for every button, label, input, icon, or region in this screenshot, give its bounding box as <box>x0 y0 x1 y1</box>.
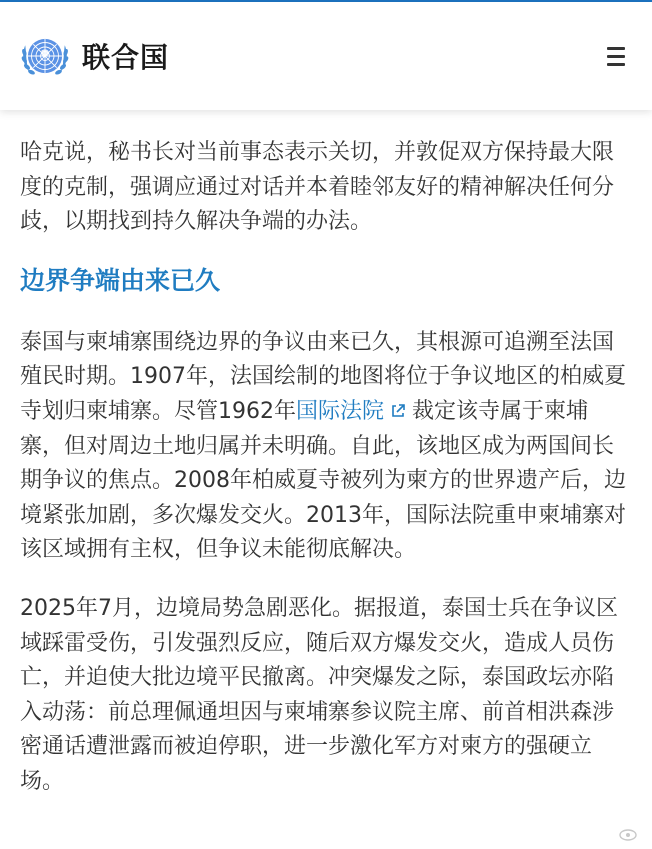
menu-line <box>607 55 625 58</box>
section-heading: 边界争端由来已久 <box>20 265 221 295</box>
hamburger-menu-icon[interactable] <box>602 42 630 70</box>
paragraph-1: 哈克说，秘书长对当前事态表示关切，并敦促双方保持最大限度的克制，强调应通过对话并本着睦邻友好的精神解决任何分歧，以期找到持久解决争端的办法。 <box>20 140 615 235</box>
un-emblem-icon <box>18 29 72 83</box>
watermark-logo-icon <box>618 829 638 841</box>
external-link-icon <box>390 403 406 419</box>
menu-line <box>607 63 625 66</box>
paragraph-2-text-a: 泰国与柬埔寨围绕边界的争议由来已久，其根源可追溯至法国殖民时期。1907年，法国绘制的地图将位于争议地区的柏威夏寺划归柬埔寨。尽管1962年 <box>20 329 626 424</box>
brand-link[interactable] <box>18 29 169 83</box>
paragraph-2 <box>20 326 632 568</box>
paragraph-3: 2025年7月，边境局势急剧恶化。据报道，泰国士兵在争议区域踩雷受伤，引发强烈反应，随后双方爆发交火，造成人员伤亡，并迫使大批边境平民撤离。冲突爆发之际，泰国政坛亦陷入动荡：前总理佩通坦因与柬埔寨参议院主席、前首相洪森涉密通话遭泄露而被迫停职，进一步激化军方对柬方的强硬立场。 <box>20 595 618 794</box>
icj-link-text: 国际法院 <box>296 398 385 424</box>
icj-link[interactable] <box>296 399 412 424</box>
article-body <box>0 110 652 800</box>
site-name: 联合国 <box>82 41 170 74</box>
watermark <box>618 829 638 841</box>
paragraph-2-text-b: 裁定该寺属于柬埔寨，但对周边土地归属并未明确。自此，该地区成为两国间长期争议的焦点。2008年柏威夏寺被列为柬方的世界遗产后，边境紧张加剧，多次爆发交火。2013年，国际法院重申柬埔寨对该区域拥有主权，但争议未能彻底解决。 <box>20 398 626 563</box>
site-header <box>0 2 652 110</box>
menu-line <box>607 47 625 50</box>
